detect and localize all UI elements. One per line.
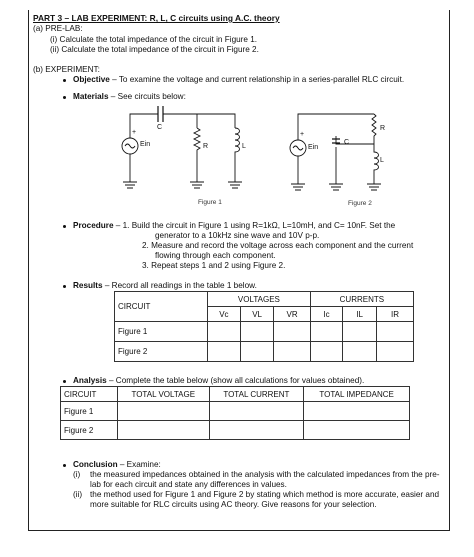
- results-header-voltages: VOLTAGES: [208, 292, 311, 307]
- bullet: [63, 225, 66, 228]
- results-cell[interactable]: [310, 322, 343, 342]
- results-label: Results: [73, 281, 103, 290]
- procedure-step-1: – 1. Build the circuit in Figure 1 using R=1kΩ, L=10mH, and C= 10nF. Set the: [115, 221, 396, 230]
- page-title: PART 3 – LAB EXPERIMENT: R, L, C circuits using A.C. theory: [33, 13, 280, 23]
- analysis-table: [60, 386, 410, 440]
- sine-icon: [293, 146, 303, 150]
- results-subheader: IL: [343, 307, 377, 322]
- results-header-circuit: CIRCUIT: [115, 292, 208, 322]
- analysis-cell[interactable]: [209, 402, 304, 421]
- analysis-label: Analysis: [73, 376, 107, 385]
- plus-sign: +: [132, 129, 137, 136]
- results-subheader: VL: [240, 307, 274, 322]
- capacitor-symbol: [158, 106, 163, 122]
- results-cell[interactable]: [274, 342, 310, 362]
- fig1-label-ein: Ein: [140, 141, 151, 148]
- procedure-step-2-cont: flowing through each component.: [155, 251, 276, 260]
- ground-symbol: [367, 184, 381, 190]
- results-cell[interactable]: [376, 322, 413, 342]
- ground-symbol: [123, 182, 137, 188]
- figure-1-caption: Figure 1: [198, 199, 222, 206]
- analysis-header: CIRCUIT: [61, 387, 118, 402]
- ground-symbol: [190, 182, 204, 188]
- conclusion-item-1-num: (i): [73, 470, 81, 479]
- objective-text: – To examine the voltage and current relationship in a series-parallel RLC circuit.: [109, 75, 405, 84]
- analysis-cell[interactable]: [209, 421, 304, 440]
- wire: [163, 114, 235, 128]
- ground-symbol: [228, 182, 242, 188]
- figure-2-circuit: [288, 104, 398, 200]
- bullet: [63, 380, 66, 383]
- conclusion-item-2: the method used for Figure 1 and Figure 2 by stating which method is more accurate, easier and more suitable for RLC circuits using AC theory. Give reasons for your selection.: [90, 490, 440, 509]
- results-subheader: IR: [376, 307, 413, 322]
- results-row-label: Figure 1: [115, 322, 208, 342]
- results-subheader: Vc: [208, 307, 241, 322]
- analysis-header: TOTAL IMPEDANCE: [304, 387, 410, 402]
- analysis-row-label: Figure 1: [61, 402, 118, 421]
- analysis-header: TOTAL VOLTAGE: [118, 387, 210, 402]
- results-cell[interactable]: [208, 342, 241, 362]
- conclusion-line: [73, 460, 161, 469]
- results-header-currents: CURRENTS: [310, 292, 413, 307]
- table-row: [115, 342, 414, 362]
- conclusion-label: Conclusion: [73, 460, 118, 469]
- prelab-heading: (a) PRE-LAB:: [33, 24, 83, 33]
- results-table: [114, 291, 414, 362]
- results-cell[interactable]: [240, 342, 274, 362]
- sine-icon: [125, 144, 135, 148]
- procedure-step-1-cont: generator to a 10kHz sine wave and 10V p-p.: [155, 231, 320, 240]
- results-subheader: VR: [274, 307, 310, 322]
- results-text: – Record all readings in the table 1 below.: [102, 281, 257, 290]
- prelab-item-2: (ii) Calculate the total impedance of the circuit in Figure 2.: [50, 45, 259, 54]
- procedure-step-2: 2. Measure and record the voltage across each component and the current: [142, 241, 414, 250]
- analysis-header: TOTAL CURRENT: [209, 387, 304, 402]
- objective-label: Objective: [73, 75, 110, 84]
- results-cell[interactable]: [208, 322, 241, 342]
- experiment-heading: (b) EXPERIMENT:: [33, 65, 100, 74]
- procedure-step-3: 3. Repeat steps 1 and 2 using Figure 2.: [142, 261, 286, 270]
- results-row-label: Figure 2: [115, 342, 208, 362]
- materials-label: Materials: [73, 92, 109, 101]
- results-cell[interactable]: [310, 342, 343, 362]
- results-cell[interactable]: [343, 342, 377, 362]
- table-row: [115, 322, 414, 342]
- conclusion-text: – Examine:: [117, 460, 161, 469]
- wire: [336, 136, 374, 144]
- figure-1-circuit: [110, 100, 260, 200]
- fig1-label-l: L: [242, 143, 246, 150]
- inductor-symbol: [374, 144, 379, 184]
- fig1-label-c: C: [157, 124, 163, 131]
- analysis-line: [73, 376, 364, 385]
- conclusion-item-2-num: (ii): [73, 490, 83, 499]
- materials-text: – See circuits below:: [108, 92, 186, 101]
- bullet: [63, 79, 66, 82]
- ground-symbol: [329, 184, 343, 190]
- results-line: [73, 281, 257, 290]
- analysis-cell[interactable]: [118, 402, 210, 421]
- analysis-cell[interactable]: [304, 421, 410, 440]
- analysis-row-label: Figure 2: [61, 421, 118, 440]
- analysis-cell[interactable]: [118, 421, 210, 440]
- resistor-symbol: [372, 114, 376, 144]
- prelab-item-1: (i) Calculate the total impedance of the circuit in Figure 1.: [50, 35, 258, 44]
- page-border: [28, 10, 450, 531]
- analysis-cell[interactable]: [304, 402, 410, 421]
- fig2-label-r: R: [380, 125, 386, 132]
- table-row: [61, 402, 410, 421]
- ground-symbol: [291, 184, 305, 190]
- bullet: [63, 285, 66, 288]
- results-cell[interactable]: [343, 322, 377, 342]
- inductor-symbol: [235, 128, 240, 182]
- table-row: [61, 421, 410, 440]
- resistor-symbol: [194, 128, 200, 182]
- procedure-line-1: [73, 221, 395, 230]
- plus-sign: +: [300, 131, 305, 138]
- fig2-label-ein: Ein: [308, 144, 319, 151]
- objective-line: [73, 75, 404, 84]
- results-cell[interactable]: [274, 322, 310, 342]
- bullet: [63, 96, 66, 99]
- bullet: [63, 464, 66, 467]
- procedure-label: Procedure: [73, 221, 114, 230]
- analysis-text: – Complete the table below (show all calculations for values obtained).: [106, 376, 365, 385]
- fig2-label-c: C: [344, 139, 350, 146]
- results-subheader: Ic: [310, 307, 343, 322]
- fig1-label-r: R: [203, 143, 209, 150]
- conclusion-item-1: the measured impedances obtained in the analysis with the calculated impedances from the pre-lab for each circuit and state any differences in values.: [90, 470, 440, 489]
- results-cell[interactable]: [240, 322, 274, 342]
- fig2-label-l: L: [380, 157, 384, 164]
- figure-2-caption: Figure 2: [348, 200, 372, 207]
- results-cell[interactable]: [376, 342, 413, 362]
